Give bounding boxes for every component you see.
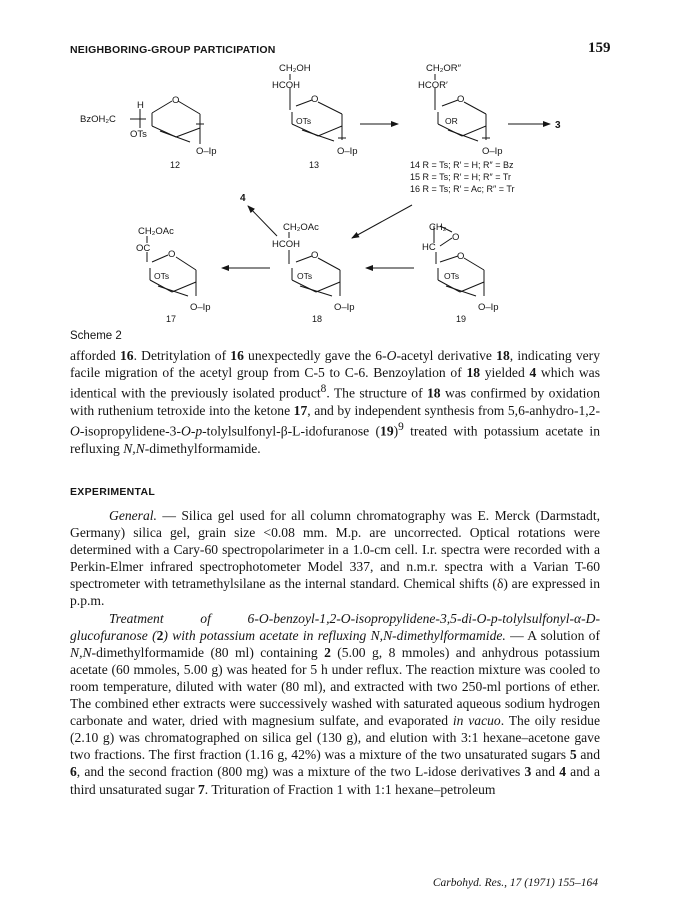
compound-number-19: 19 [456,314,467,324]
r-group-line-16: 16 R = Ts; R′ = Ac; R″ = Tr [410,184,515,194]
paragraph-1: afforded 16. Detritylation of 16 unexpectedly gave the 6-O-acetyl derivative 18, indicating very facile migration of the acetyl group from C-5 to C-6. Benzoylation of 18 yielded 4 which was identical with the previously isolated product$^8$. The structure of 18 was confirmed by oxidation with ruthenium tetroxide into the ketone 17, and by independent synthesis from 5,6-anhydro-1,2-O-isopropylidene-3-O-p-tolylsulfonyl-β-L-idofuranose $(19)^9$ treated with potassium acetate in refluxing N,N-dimethylformamide. [70,348,601,456]
c13-o-ip: O–Ip [337,146,358,157]
scheme-caption: Scheme 2 [70,330,122,342]
c19-hc: HC [422,242,436,253]
c18-ch2oac: CH₂OAc [283,222,319,233]
arrow-target-4: 4 [240,193,246,204]
arrow-target-3: 3 [555,120,561,131]
c18-ots: OTs [297,271,313,281]
arrow-16-to-18 [352,205,412,238]
compound-number-12: 12 [170,160,181,170]
c14-ring-o: O [457,94,465,105]
journal-citation: Carbohyd. Res., 17 (1971) 155–164 [432,877,598,889]
compound-number-13: 13 [309,160,320,170]
c12-substituent: BzOH₂C [80,114,116,125]
c12-ring-h: H [137,100,144,111]
c19-ots: OTs [444,271,460,281]
compound-number-18: 18 [312,314,323,324]
c18-o-ip: O–Ip [334,302,355,313]
c19-ring-o: O [457,251,465,262]
running-title: NEIGHBORING-GROUP PARTICIPATION [70,44,276,56]
r-group-line-14: 14 R = Ts; R′ = H; R″ = Bz [410,160,514,170]
c14-o-ip: O–Ip [482,146,503,157]
c19-ch2: CH₂ [429,222,447,233]
arrow-18-to-4 [248,206,277,236]
c13-hcoh: HCOH [272,80,300,91]
c14-or: OR [445,116,458,126]
c12-ots: OTs [130,129,147,140]
c17-ch2oac: CH₂OAc [138,226,174,237]
c14-hcor: HCOR′ [418,80,448,91]
c13-ch2oh: CH₂OH [279,63,311,74]
c18-hcoh: HCOH [272,239,300,250]
c12-o-ip: O–Ip [196,146,217,157]
c17-ots: OTs [154,271,170,281]
experimental-text: General. — Silica gel used for all column chromatography was E. Merck (Darmstadt, Germany) silica gel, grain size <0.08 mm. M.p. are uncorrected. Optical rotations were determined with a Cary-60 spectropolarimeter in a 1.0-cm cell. I.r. spectra were recorded with a Perkin-Elmer infrared spectrophotometer Model 337, and n.m.r. spectra with a Varian T-60 spectrometer with tetramethylsilane as the internal standard. Chemical shifts (δ) are expressed in p.p.m. Treatment of 6-O-benzoyl-1,2-O-isopropylidene-3,5-di-O-p-tolylsulfonyl-α-D-glucofuranose (2) with potassium acetate in refluxing N,N-dimethylformamide. — A solution of N,N-dimethylformamide (80 ml) containing 2 (5.00 g, 8 mmoles) and anhydrous potassium acetate (60 mmoles, 5.00 g) was heated for 5 h under reflux. The reaction mixture was cooled to room temperature, diluted with water (80 ml), and extracted with two 250-ml portions of ether. The combined ether extracts were successively washed with saturated aqueous sodium hydrogen carbonate and water, dried with magnesium sulfate, and evaporated in vacuo. The oily residue (2.10 g) was chromatographed on silica gel (130 g), and elution with 3:1 hexane–acetone gave two fractions. The first fraction (1.16 g, 42%) was a mixture of the two unsaturated sugars 5 and 6, and the second fraction (800 mg) was a mixture of the two L-idose derivatives 3 and 4 and a third unsaturated sugar 7. Trituration of Fraction 1 with 1:1 hexane–petroleum [70,508,601,797]
experimental-heading: EXPERIMENTAL [70,486,156,498]
page-number: 159 [588,40,611,56]
c17-o-ip: O–Ip [190,302,211,313]
c13-ots: OTs [296,116,312,126]
reaction-scheme [0,0,679,345]
c17-ring-o: O [168,249,176,260]
c19-o-ip: O–Ip [478,302,499,313]
compound-number-17: 17 [166,314,177,324]
c13-ring-o: O [311,94,319,105]
c12-ring-o: O [172,95,180,106]
c14-ch2or: CH₂OR″ [426,63,462,74]
r-group-line-15: 15 R = Ts; R′ = H; R″ = Tr [410,172,511,182]
c18-ring-o: O [311,250,319,261]
compound-17-structure [147,236,196,296]
c19-epoxide-o: O [452,232,460,243]
c17-oc: OC [136,243,151,254]
